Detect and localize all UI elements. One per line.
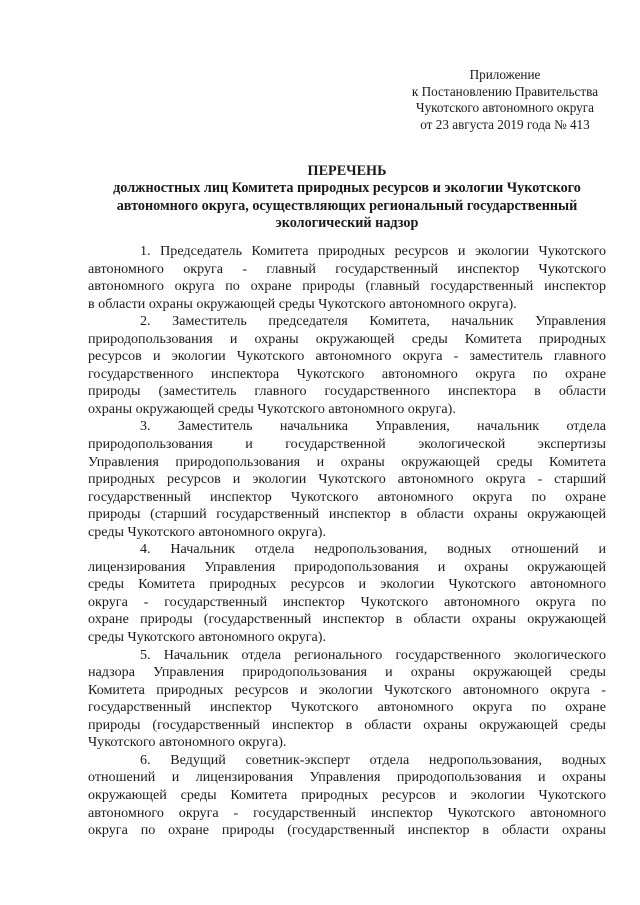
title-line-2: автономного округа, осуществляющих региональный государственный	[116, 197, 578, 214]
list-item-line: Чукотского автономного округа).	[88, 734, 287, 751]
appendix-line-3: Чукотского автономного округа	[416, 100, 594, 116]
list-item-line: ресурсов и экологии Чукотского автономного округа - заместитель главного	[88, 348, 606, 365]
appendix-line-4: от 23 августа 2019 года № 413	[420, 116, 590, 132]
list-item-line: государственного инспектора Чукотского автономного округа по охране	[88, 365, 606, 382]
list-item-line: округа - государственный инспектор Чукотского автономного округа по	[88, 593, 606, 610]
list-item-line: 4. Начальник отдела недропользования, водных отношений и	[140, 541, 606, 558]
appendix-line-2: к Постановлению Правительства	[411, 83, 599, 99]
list-item-line: Управления природопользования и охраны окружающей среды Комитета	[88, 453, 606, 470]
list-item-line: 2. Заместитель председателя Комитета, начальник Управления	[140, 313, 606, 330]
list-item-line: природопользования и государственной экологической экспертизы	[88, 436, 606, 453]
list-item-line: окружающей среды Комитета природных ресурсов и экологии Чукотского	[88, 786, 606, 803]
list-item-line: государственный инспектор Чукотского автономного округа по охране	[88, 488, 606, 505]
list-item-line: Комитета природных ресурсов и экологии Чукотского автономного округа -	[88, 681, 606, 698]
list-item	[88, 243, 606, 313]
list-item-line: округа по охране природы (государственный инспектор в области охраны	[88, 822, 606, 839]
list-item-line: природы (заместитель главного государственного инспектора в области	[88, 383, 606, 400]
document-title	[88, 163, 606, 233]
list-item-line: 6. Ведущий советник-эксперт отдела недропользования, водных	[140, 751, 606, 768]
title-line-3: экологический надзор	[275, 215, 419, 232]
list-item-line: природы (государственный инспектор в области охраны окружающей среды	[88, 716, 606, 733]
title-line-1: должностных лиц Комитета природных ресурсов и экологии Чукотского	[113, 180, 581, 197]
list-item-line: среды Комитета природных ресурсов и экологии Чукотского автономного	[88, 576, 606, 593]
list-item-line: охраны окружающей среды Чукотского автономного округа).	[88, 400, 456, 417]
appendix-header	[395, 67, 615, 133]
list-item-line: автономного округа по охране природы (главный государственный инспектор	[88, 278, 606, 295]
list-item-line: 1. Председатель Комитета природных ресурсов и экологии Чукотского	[140, 243, 606, 259]
list-item-line: автономного округа - государственный инспектор Чукотского автономного	[88, 804, 606, 821]
list-item-line: природопользования и охраны окружающей среды Комитета природных	[88, 330, 606, 347]
list-item	[88, 541, 606, 646]
appendix-line-1: Приложение	[469, 67, 541, 82]
list-item-line: лицензирования Управления природопользования и охраны окружающей	[88, 558, 606, 575]
list-item-line: природы (старший государственный инспектор в области охраны окружающей	[88, 506, 606, 523]
list-item-line: 3. Заместитель начальника Управления, начальник отдела	[140, 418, 606, 435]
list-item	[88, 313, 606, 418]
list-item-line: государственный инспектор Чукотского автономного округа по охране	[88, 699, 606, 716]
list-item-line: охране природы (государственный инспектор в области охраны окружающей	[88, 611, 606, 628]
list-item-line: среды Чукотского автономного округа).	[88, 523, 326, 540]
list-item	[88, 752, 606, 840]
list-item-line: среды Чукотского автономного округа).	[88, 629, 326, 646]
list-item-line: 5. Начальник отдела регионального государственного экологического	[140, 646, 606, 663]
document-body	[88, 243, 606, 840]
list-item-line: в области охраны окружающей среды Чукотского автономного округа).	[88, 295, 517, 312]
list-item	[88, 647, 606, 752]
title-heading: ПЕРЕЧЕНЬ	[307, 163, 387, 179]
list-item	[88, 418, 606, 541]
list-item-line: автономного округа - главный государственный инспектор Чукотского	[88, 260, 606, 277]
list-item-line: надзора Управления природопользования и охраны окружающей среды	[88, 664, 606, 681]
list-item-line: природных ресурсов и экологии Чукотского автономного округа - старший	[88, 471, 606, 488]
list-item-line: отношений и лицензирования Управления природопользования и охраны	[88, 769, 606, 786]
